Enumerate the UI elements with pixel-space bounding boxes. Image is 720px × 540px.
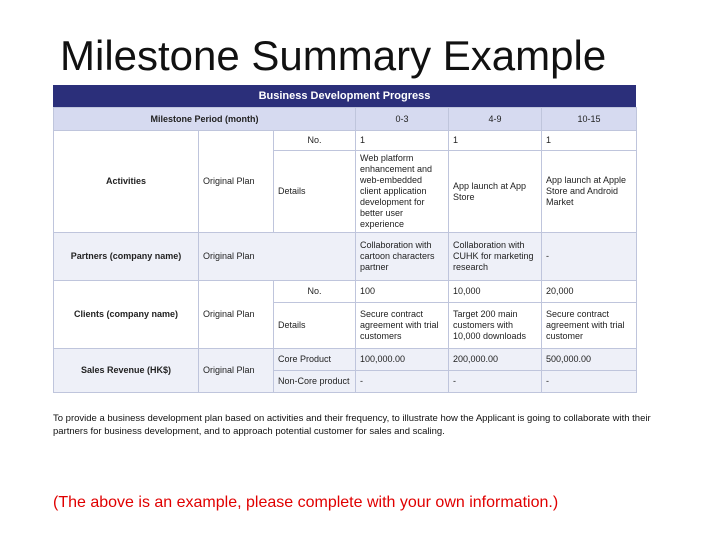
table-row xyxy=(54,233,637,281)
revenue-core-10-15: 500,000.00 xyxy=(542,349,637,371)
period-10-15: 10-15 xyxy=(542,108,637,131)
revenue-noncore-0-3: - xyxy=(356,371,449,393)
activities-no-4-9: 1 xyxy=(449,131,542,151)
clients-details-10-15: Secure contract agreement with trial customer xyxy=(542,303,637,349)
partners-0-3: Collaboration with cartoon characters partner xyxy=(356,233,449,281)
clients-details-4-9: Target 200 main customers with 10,000 downloads xyxy=(449,303,542,349)
activities-details-4-9: App launch at App Store xyxy=(449,151,542,233)
table-row xyxy=(54,281,637,303)
clients-no-label: No. xyxy=(274,281,356,303)
milestone-table xyxy=(53,85,636,393)
activities-details-0-3: Web platform enhancement and web-embedded client application development for better user experience xyxy=(356,151,449,233)
milestone-grid xyxy=(53,107,637,393)
clients-no-0-3: 100 xyxy=(356,281,449,303)
page-title: Milestone Summary Example xyxy=(60,32,607,79)
clients-no-10-15: 20,000 xyxy=(542,281,637,303)
clients-label: Clients (company name) xyxy=(54,281,199,349)
revenue-core-4-9: 200,000.00 xyxy=(449,349,542,371)
revenue-label: Sales Revenue (HK$) xyxy=(54,349,199,393)
clients-details-label: Details xyxy=(274,303,356,349)
period-row xyxy=(54,108,637,131)
revenue-noncore-label: Non-Core product xyxy=(274,371,356,393)
revenue-core-label: Core Product xyxy=(274,349,356,371)
revenue-core-0-3: 100,000.00 xyxy=(356,349,449,371)
clients-details-0-3: Secure contract agreement with trial customers xyxy=(356,303,449,349)
activities-no-label: No. xyxy=(274,131,356,151)
partners-10-15: - xyxy=(542,233,637,281)
explanation-note: To provide a business development plan based on activities and their frequency, to illustrate how the Applicant is going to collaborate with their partners for business development, and to approach potential customer for sales and scaling. xyxy=(53,413,651,437)
revenue-noncore-4-9: - xyxy=(449,371,542,393)
clients-plan: Original Plan xyxy=(199,281,274,349)
activities-details-10-15: App launch at Apple Store and Android Market xyxy=(542,151,637,233)
activities-no-10-15: 1 xyxy=(542,131,637,151)
table-header: Business Development Progress xyxy=(53,85,636,107)
period-0-3: 0-3 xyxy=(356,108,449,131)
clients-no-4-9: 10,000 xyxy=(449,281,542,303)
activities-label: Activities xyxy=(54,131,199,233)
example-reminder: (The above is an example, please complete with your own information.) xyxy=(53,494,559,511)
activities-details-label: Details xyxy=(274,151,356,233)
partners-plan: Original Plan xyxy=(199,233,356,281)
period-4-9: 4-9 xyxy=(449,108,542,131)
period-label: Milestone Period (month) xyxy=(54,108,356,131)
activities-no-0-3: 1 xyxy=(356,131,449,151)
revenue-plan: Original Plan xyxy=(199,349,274,393)
partners-4-9: Collaboration with CUHK for marketing research xyxy=(449,233,542,281)
table-row xyxy=(54,349,637,371)
table-row xyxy=(54,131,637,151)
activities-plan: Original Plan xyxy=(199,131,274,233)
revenue-noncore-10-15: - xyxy=(542,371,637,393)
partners-label: Partners (company name) xyxy=(54,233,199,281)
